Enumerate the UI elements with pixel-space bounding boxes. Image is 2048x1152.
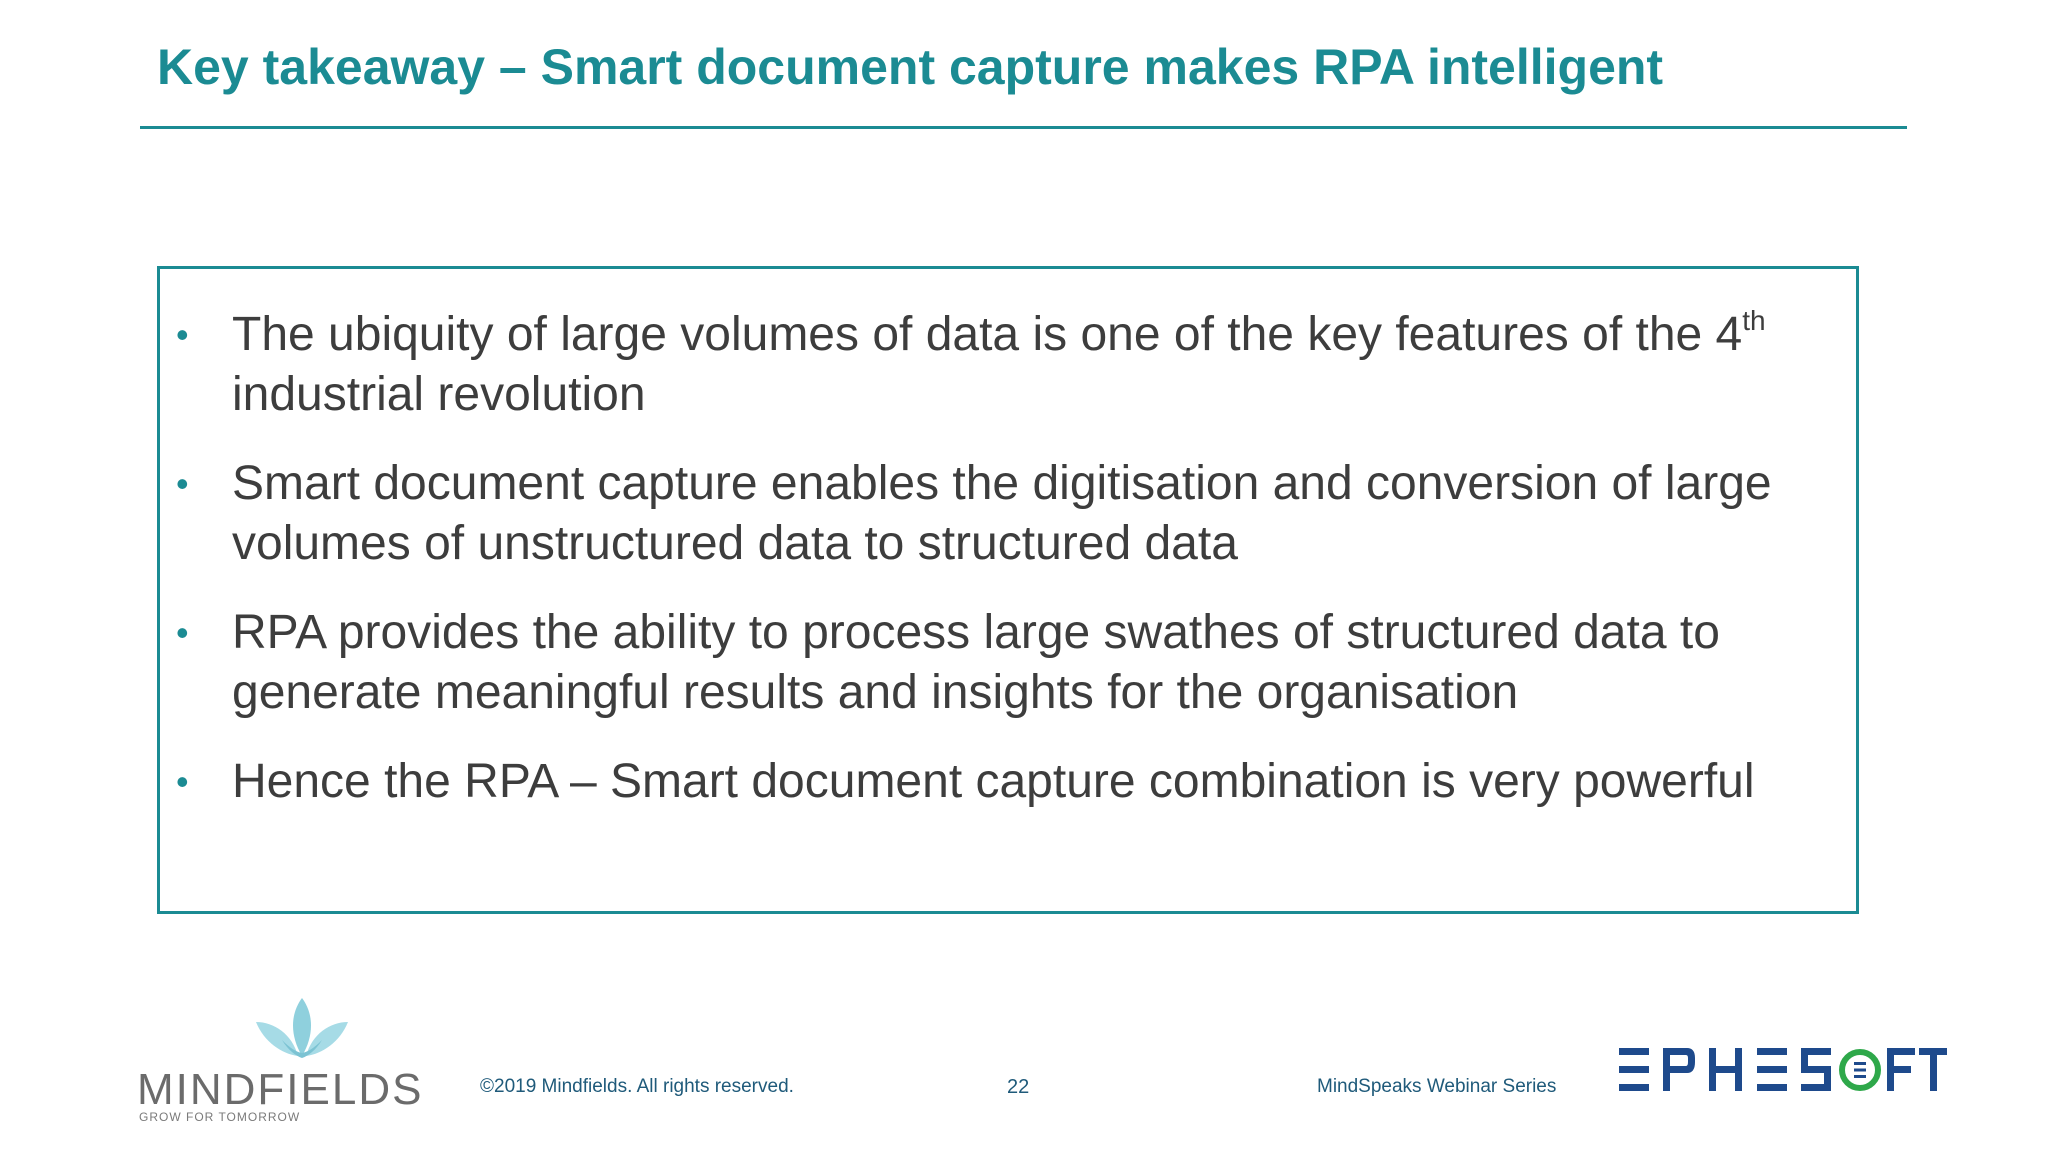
bullet-marker: • [176,314,189,355]
slide-title: Key takeaway – Smart document capture makes RPA intelligent [157,39,1664,95]
bullet-item [170,305,1850,425]
bullet-text: Hence the RPA – Smart document capture combination is very powerful [232,755,1755,808]
ordinal-superscript: th [1742,305,1766,336]
bullet-item [170,603,1850,723]
mindfields-tagline: GROW FOR TOMORROW [139,1110,301,1124]
bullet-marker: • [176,612,189,653]
lotus-icon [252,996,352,1068]
mindfields-logo [137,996,437,1124]
title-divider [140,126,1907,129]
series-name: MindSpeaks Webinar Series [1317,1076,1557,1097]
page-number: 22 [1007,1076,1030,1098]
bullet-item [170,752,1850,812]
ephesoft-logo [1617,1040,1947,1100]
bullet-text [232,305,1766,421]
bullet-text-part: The ubiquity of large volumes of data is one of the key features of the 4 [232,308,1743,361]
copyright-notice: ©2019 Mindfields. All rights reserved. [480,1076,794,1097]
bullet-marker: • [176,463,189,504]
bullet-item [170,454,1850,574]
bullet-text: RPA provides the ability to process large swathes of structured data to generate meaningful results and insights for the organisation [232,606,1720,719]
bullet-marker: • [176,761,189,802]
bullet-list [170,305,1850,841]
mindfields-wordmark: MINDFIELDS [137,1065,424,1114]
bullet-text: Smart document capture enables the digitisation and conversion of large volumes of unstructured data to structured data [232,457,1772,570]
bullet-text-part: industrial revolution [232,368,646,421]
